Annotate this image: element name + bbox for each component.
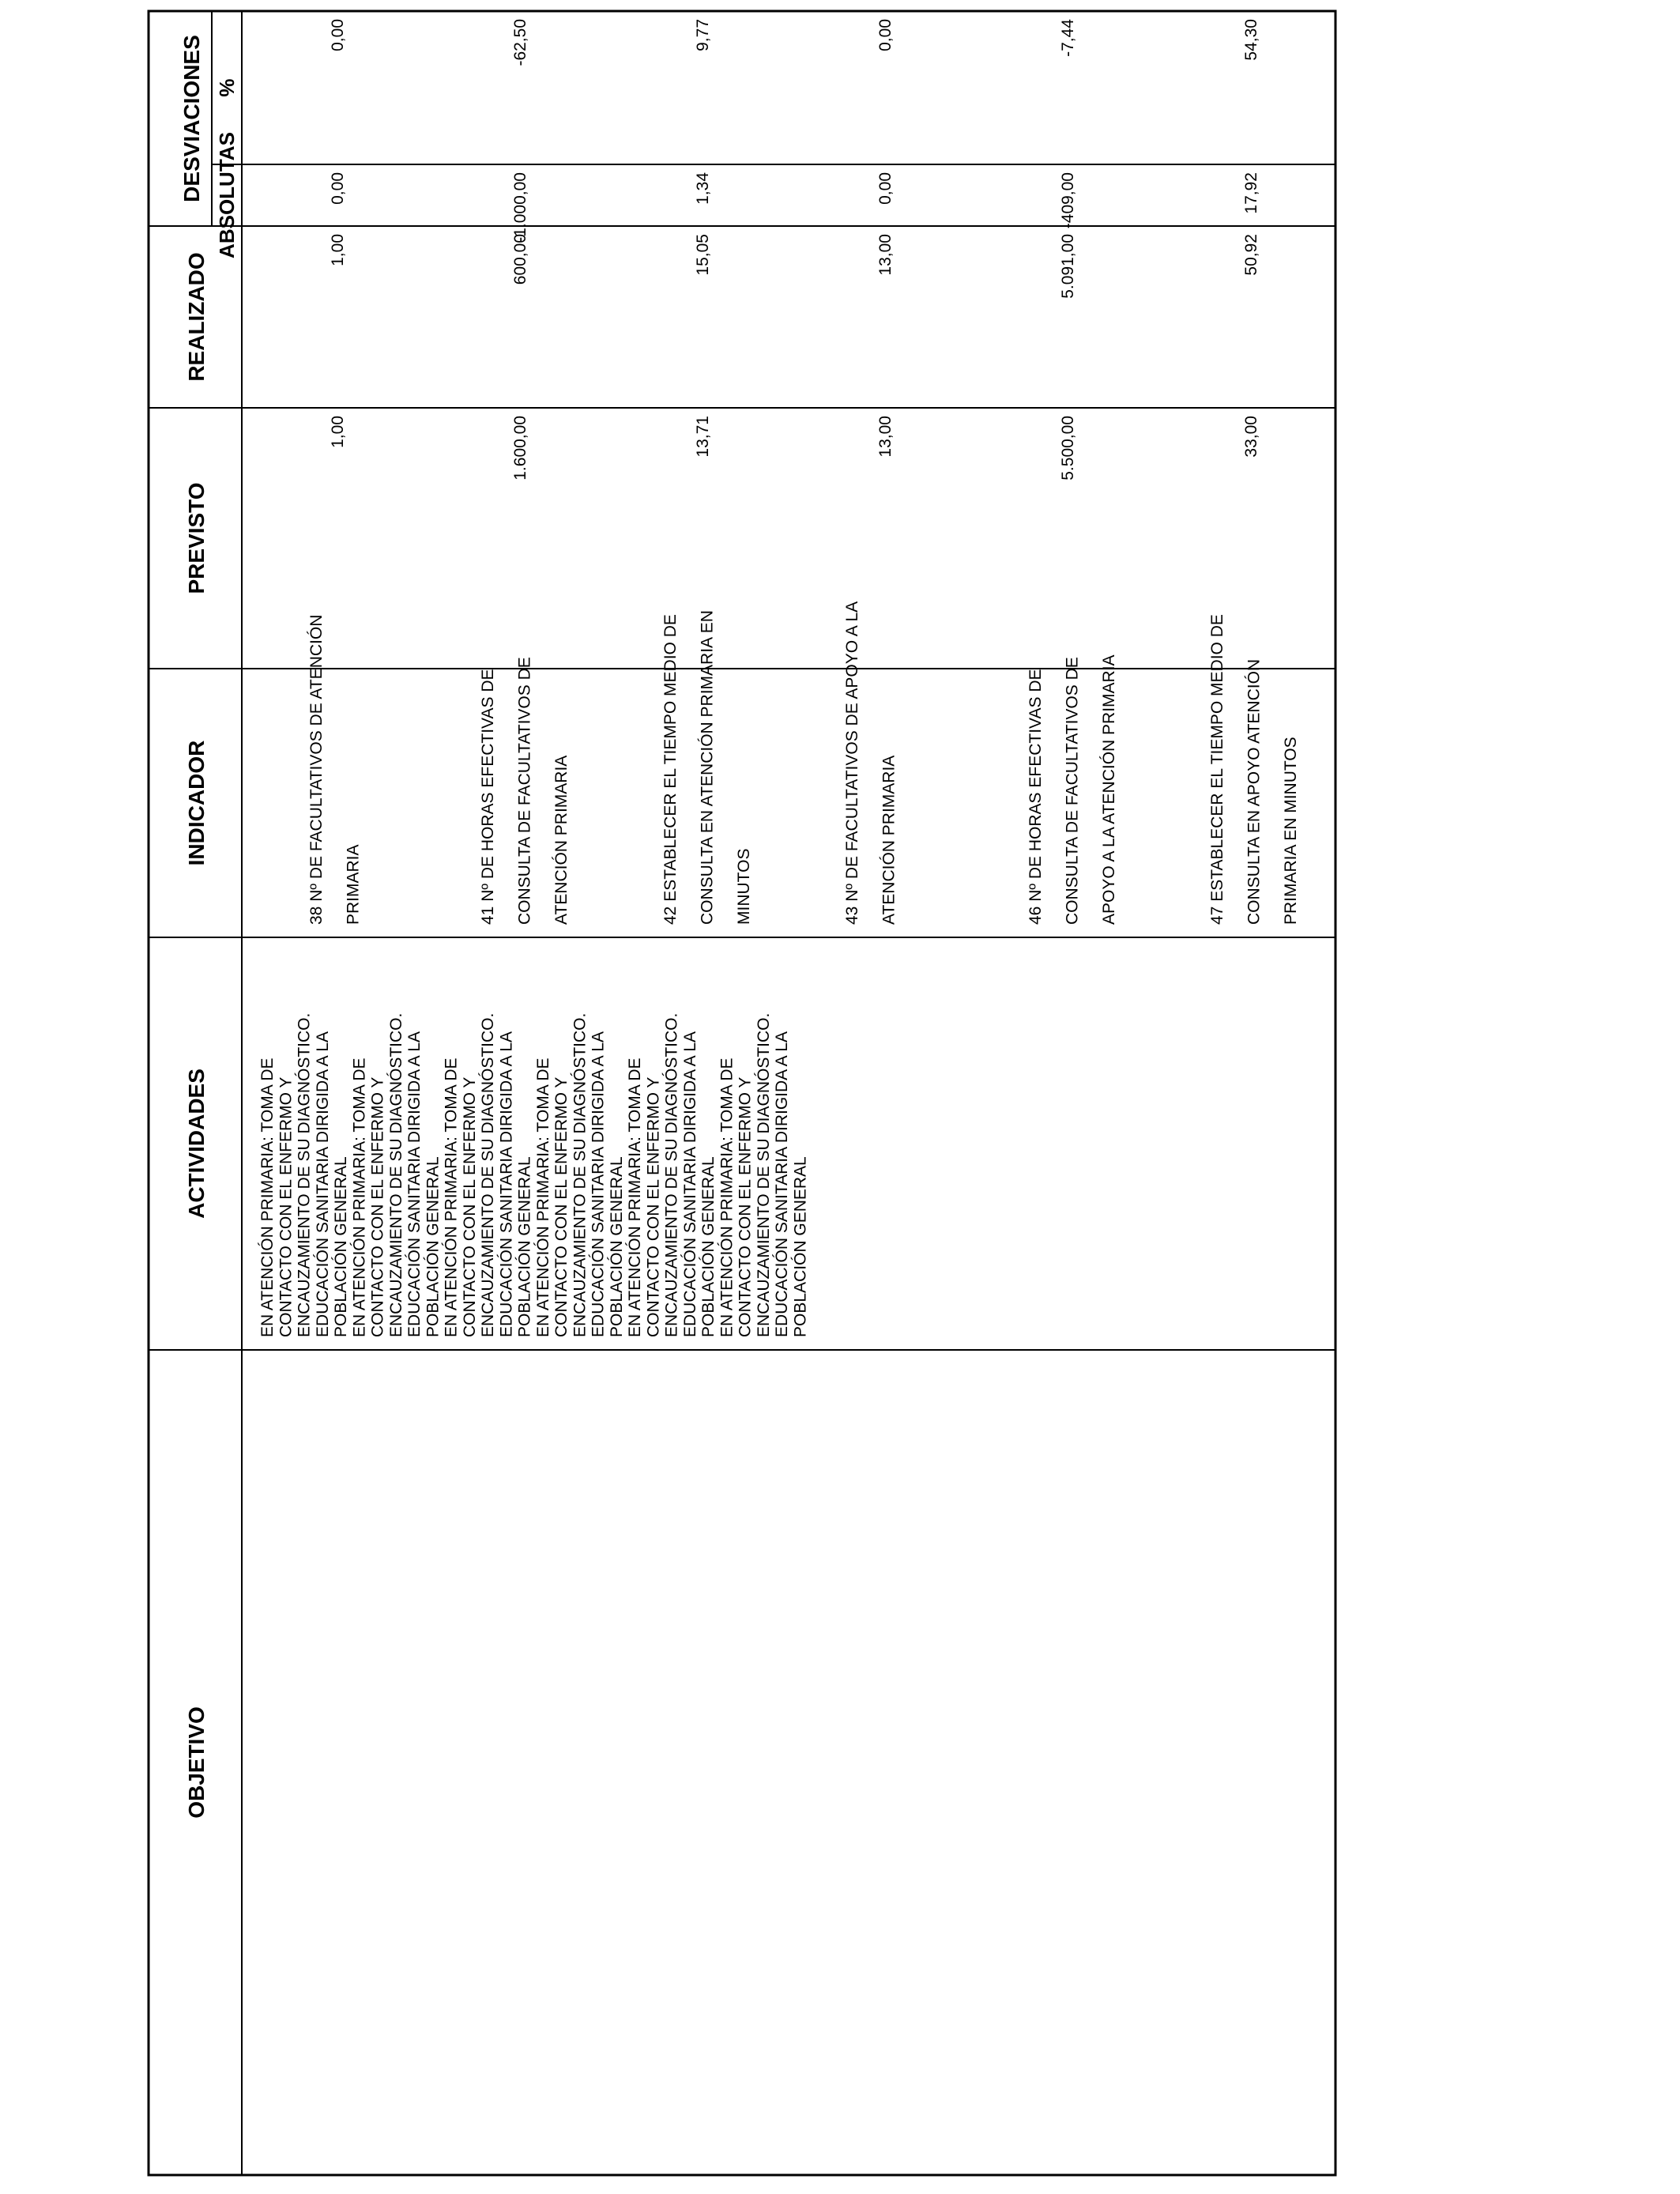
value-porcentaje: 54,30 — [1242, 19, 1260, 61]
indicador-line: CONSULTA DE FACULTATIVOS DE — [1063, 657, 1082, 925]
header-indicador: INDICADOR — [184, 740, 209, 866]
indicador-line: 41 Nº DE HORAS EFECTIVAS DE — [479, 669, 497, 925]
actividad-line: POBLACIÓN GENERAL — [424, 1156, 443, 1337]
actividad-line: CONTACTO CON EL ENFERMO Y — [644, 1076, 663, 1337]
indicador-line: CONSULTA EN APOYO ATENCIÓN — [1245, 658, 1264, 925]
actividad-line: POBLACIÓN GENERAL — [607, 1156, 626, 1337]
actividad-line: POBLACIÓN GENERAL — [332, 1156, 350, 1337]
value-absolutas: -409,00 — [1059, 172, 1077, 229]
actividad-line: CONTACTO CON EL ENFERMO Y — [552, 1076, 571, 1337]
actividad-line: EN ATENCIÓN PRIMARIA: TOMA DE — [350, 1057, 369, 1337]
header-actividades: ACTIVIDADES — [184, 1069, 209, 1219]
value-realizado: 5.091,00 — [1059, 234, 1077, 299]
header-realizado: REALIZADO — [184, 252, 209, 382]
actividad-line: EN ATENCIÓN PRIMARIA: TOMA DE — [626, 1057, 644, 1337]
header-absolutas: ABSOLUTAS — [215, 132, 239, 258]
actividad-line: CONTACTO CON EL ENFERMO Y — [460, 1076, 479, 1337]
indicador-line: PRIMARIA — [344, 844, 363, 925]
value-realizado: 50,92 — [1242, 234, 1260, 276]
indicador-line: PRIMARIA EN MINUTOS — [1282, 737, 1300, 925]
actividad-line: EN ATENCIÓN PRIMARIA: TOMA DE — [533, 1057, 552, 1337]
value-previsto: 1,00 — [329, 416, 347, 448]
value-realizado: 1,00 — [329, 234, 347, 266]
actividad-line: EDUCACIÓN SANITARIA DIRIGIDA A LA — [589, 1031, 608, 1337]
indicador-line: MINUTOS — [735, 848, 753, 925]
actividad-line: CONTACTO CON EL ENFERMO Y — [736, 1076, 755, 1337]
value-absolutas: 1,34 — [694, 172, 712, 205]
value-porcentaje: 0,00 — [329, 19, 347, 51]
value-realizado: 15,05 — [694, 234, 712, 276]
indicador-line: ATENCIÓN PRIMARIA — [880, 755, 898, 925]
indicador-line: 42 ESTABLECER EL TIEMPO MEDIO DE — [661, 614, 680, 925]
value-porcentaje: -7,44 — [1059, 19, 1077, 57]
indicador-line: APOYO A LA ATENCIÓN PRIMARIA — [1100, 654, 1118, 925]
value-porcentaje: 0,00 — [876, 19, 895, 51]
actividad-line: EDUCACIÓN SANITARIA DIRIGIDA A LA — [313, 1031, 332, 1337]
indicador-line: ATENCIÓN PRIMARIA — [552, 755, 571, 925]
value-absolutas: 0,00 — [329, 172, 347, 205]
actividad-line: POBLACIÓN GENERAL — [699, 1156, 718, 1337]
value-absolutas: -1.000,00 — [511, 172, 529, 243]
actividad-line: ENCAUZAMIENTO DE SU DIAGNÓSTICO. — [386, 1012, 405, 1337]
actividad-line: EN ATENCIÓN PRIMARIA: TOMA DE — [718, 1057, 736, 1337]
value-previsto: 13,71 — [694, 416, 712, 458]
value-previsto: 1.600,00 — [511, 416, 529, 481]
header-desviaciones: DESVIACIONES — [179, 35, 204, 202]
header-previsto: PREVISTO — [184, 482, 209, 594]
indicador-line: 43 Nº DE FACULTATIVOS DE APOYO A LA — [843, 601, 861, 925]
value-porcentaje: -62,50 — [511, 19, 529, 66]
value-realizado: 13,00 — [876, 234, 895, 276]
indicador-line: CONSULTA EN ATENCIÓN PRIMARIA EN — [698, 610, 717, 925]
value-absolutas: 17,92 — [1242, 172, 1260, 214]
indicador-line: 46 Nº DE HORAS EFECTIVAS DE — [1026, 669, 1045, 925]
actividad-line: ENCAUZAMIENTO DE SU DIAGNÓSTICO. — [479, 1012, 497, 1337]
indicador-line: 38 Nº DE FACULTATIVOS DE ATENCIÓN — [307, 614, 326, 925]
value-absolutas: 0,00 — [876, 172, 895, 205]
indicador-line: 47 ESTABLECER EL TIEMPO MEDIO DE — [1208, 614, 1226, 925]
actividad-line: CONTACTO CON EL ENFERMO Y — [368, 1076, 387, 1337]
actividad-line: EN ATENCIÓN PRIMARIA: TOMA DE — [258, 1057, 277, 1337]
actividad-line: EN ATENCIÓN PRIMARIA: TOMA DE — [442, 1057, 461, 1337]
value-porcentaje: 9,77 — [694, 19, 712, 51]
value-previsto: 5.500,00 — [1059, 416, 1077, 481]
value-realizado: 600,00 — [511, 234, 529, 285]
actividad-line: EDUCACIÓN SANITARIA DIRIGIDA A LA — [773, 1031, 791, 1337]
actividad-line: EDUCACIÓN SANITARIA DIRIGIDA A LA — [405, 1031, 424, 1337]
indicador-line: CONSULTA DE FACULTATIVOS DE — [515, 657, 534, 925]
actividad-line: POBLACIÓN GENERAL — [515, 1156, 534, 1337]
actividad-line: ENCAUZAMIENTO DE SU DIAGNÓSTICO. — [662, 1012, 681, 1337]
actividad-line: POBLACIÓN GENERAL — [791, 1156, 810, 1337]
header-objetivo: OBJETIVO — [184, 1706, 209, 1819]
actividad-line: EDUCACIÓN SANITARIA DIRIGIDA A LA — [497, 1031, 516, 1337]
value-previsto: 13,00 — [876, 416, 895, 458]
actividad-line: ENCAUZAMIENTO DE SU DIAGNÓSTICO. — [571, 1012, 590, 1337]
header-porcentaje: % — [215, 78, 239, 97]
actividad-line: ENCAUZAMIENTO DE SU DIAGNÓSTICO. — [754, 1012, 773, 1337]
actividad-line: ENCAUZAMIENTO DE SU DIAGNÓSTICO. — [295, 1012, 314, 1337]
actividad-line: CONTACTO CON EL ENFERMO Y — [277, 1076, 296, 1337]
value-previsto: 33,00 — [1242, 416, 1260, 458]
actividad-line: EDUCACIÓN SANITARIA DIRIGIDA A LA — [680, 1031, 699, 1337]
